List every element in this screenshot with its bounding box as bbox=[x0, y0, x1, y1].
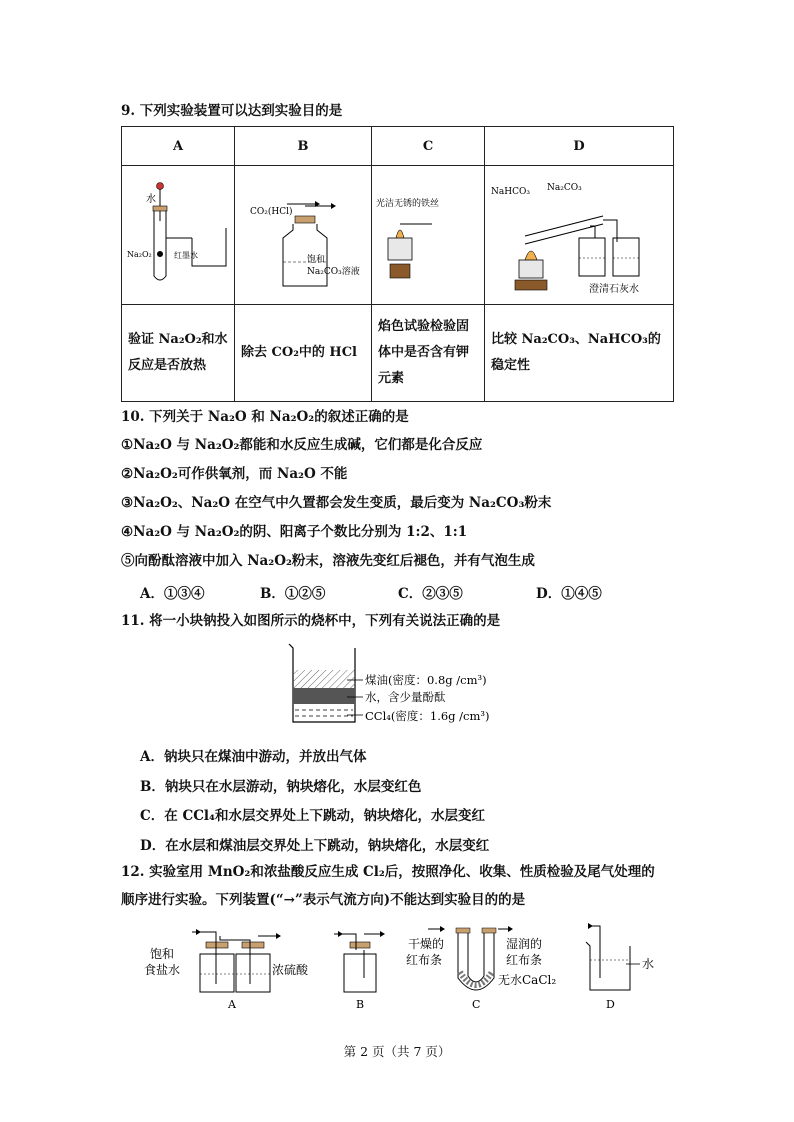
q9-header-c: C bbox=[372, 127, 485, 166]
label-ink: 红墨水 bbox=[174, 251, 198, 260]
q9-figure-d bbox=[485, 166, 674, 305]
q9-figure-c bbox=[372, 166, 485, 305]
label-water: 水 bbox=[146, 194, 156, 205]
u-tube bbox=[192, 228, 226, 266]
apparatus-a-svg bbox=[122, 166, 235, 300]
label-dry: 干燥的 bbox=[408, 937, 445, 951]
label-dry-cloth: 红布条 bbox=[406, 953, 443, 967]
burner-body bbox=[519, 260, 543, 278]
label-limewater: 澄清石灰水 bbox=[589, 284, 639, 295]
label-conc-sulfuric: 浓硫酸 bbox=[272, 963, 309, 977]
apparatus-d-svg bbox=[485, 166, 674, 300]
label-wet-cloth: 红布条 bbox=[506, 953, 543, 967]
caption-b: B bbox=[356, 998, 365, 1010]
q10-option-a[interactable]: A．①③④ bbox=[140, 586, 205, 602]
caption-a: A bbox=[228, 998, 236, 1010]
apparatus-c-svg bbox=[372, 166, 485, 300]
label-cacl2: 无水CaCl₂ bbox=[498, 973, 557, 987]
burner-flame bbox=[525, 251, 537, 260]
q12-apparatus-figure bbox=[120, 918, 680, 1010]
lamp-body bbox=[388, 238, 412, 260]
flame bbox=[396, 230, 404, 238]
q9-header-d: D bbox=[485, 127, 674, 166]
q12-apparatus-a bbox=[192, 929, 281, 992]
page-footer: 第 2 页（共 7 页） bbox=[343, 1044, 451, 1059]
q11-beaker-figure bbox=[285, 640, 515, 730]
q11-stem: 11. 将一小块钠投入如图所示的烧杯中，下列有关说法正确的是 bbox=[121, 613, 501, 629]
lamp-base bbox=[390, 264, 410, 278]
test-tube bbox=[154, 211, 166, 280]
q9-table bbox=[121, 126, 674, 402]
q10-statement-1: ①Na₂O 与 Na₂O₂都能和水反应生成碱，它们都是化合反应 bbox=[121, 437, 483, 453]
label-ccl4: CCl₄(密度：1.6g /cm³) bbox=[365, 709, 490, 723]
label-na2co3-solution: Na₂CO₃溶液 bbox=[307, 267, 360, 277]
q10-option-b[interactable]: B．①②⑤ bbox=[260, 586, 326, 602]
beaker-1 bbox=[579, 238, 605, 276]
label-nahco3: NaHCO₃ bbox=[491, 187, 530, 197]
na2o2-solid bbox=[157, 251, 163, 257]
stopper bbox=[153, 206, 167, 211]
q9-header-a: A bbox=[122, 127, 235, 166]
q12-stem-line2: 顺序进行实验。下列装置(“→”表示气流方向)不能达到实验目的的是 bbox=[121, 892, 526, 908]
q9-purpose-b: 除去 CO₂中的 HCl bbox=[235, 305, 372, 402]
q10-option-d[interactable]: D．①④⑤ bbox=[536, 586, 602, 602]
q9-stem: 9. 下列实验装置可以达到实验目的是 bbox=[121, 103, 343, 119]
label-saturated: 饱和 bbox=[150, 947, 175, 961]
apparatus-b-svg bbox=[235, 166, 372, 300]
label-iron-wire: 光洁无锈的铁丝 bbox=[376, 199, 440, 209]
label-wet: 湿润的 bbox=[506, 937, 543, 951]
q10-statement-3: ③Na₂O₂、Na₂O 在空气中久置都会发生变质，最后变为 Na₂CO₃粉末 bbox=[121, 495, 552, 511]
q11-choice-c[interactable]: C．在 CCl₄和水层交界处上下跳动，钠块熔化，水层变红 bbox=[140, 808, 485, 824]
arrow-head-out bbox=[331, 203, 336, 209]
delivery-tube-2 bbox=[590, 226, 595, 238]
q10-option-c[interactable]: C．②③⑤ bbox=[398, 586, 463, 602]
q11-choice-a[interactable]: A．钠块只在煤油中游动，并放出气体 bbox=[140, 749, 367, 765]
dropper-bulb bbox=[157, 183, 164, 190]
q9-figure-a bbox=[122, 166, 235, 305]
kerosene-layer bbox=[293, 670, 355, 688]
q12-apparatus-b bbox=[334, 931, 385, 992]
label-kerosene: 煤油(密度：0.8g /cm³) bbox=[365, 673, 487, 687]
label-co2-hcl: CO₂(HCl) bbox=[250, 207, 293, 217]
q10-statement-2: ②Na₂O₂可作供氧剂，而 Na₂O 不能 bbox=[121, 466, 348, 482]
label-water-phenolphthalein: 水，含少量酚酞 bbox=[365, 690, 446, 704]
burner-base bbox=[515, 280, 547, 290]
q9-header-b: B bbox=[235, 127, 372, 166]
label-water: 水 bbox=[642, 957, 655, 971]
q10-stem: 10. 下列关于 Na₂O 和 Na₂O₂的叙述正确的是 bbox=[121, 409, 409, 425]
label-saturated: 饱和 bbox=[307, 255, 326, 265]
beaker-2 bbox=[613, 238, 639, 276]
label-brine: 食盐水 bbox=[144, 963, 181, 977]
ccl4-layer bbox=[295, 710, 353, 716]
label-na2co3: Na₂CO₃ bbox=[547, 183, 582, 193]
q10-statement-5: ⑤向酚酞溶液中加入 Na₂O₂粉末，溶液先变红后褪色，并有气泡生成 bbox=[121, 553, 535, 569]
q12-apparatus-d bbox=[586, 923, 640, 990]
bottle-stopper bbox=[295, 216, 315, 223]
q9-purpose-d: 比较 Na₂CO₃、NaHCO₃的稳定性 bbox=[485, 305, 674, 402]
q9-purpose-c: 焰色试验检验固体中是否含有钾元素 bbox=[372, 305, 485, 402]
caption-c: C bbox=[472, 998, 481, 1010]
q9-purpose-a: 验证 Na₂O₂和水反应是否放热 bbox=[122, 305, 235, 402]
label-na2o2: Na₂O₂ bbox=[127, 250, 152, 259]
q11-choice-b[interactable]: B．钠块只在水层游动，钠块熔化，水层变红色 bbox=[140, 779, 422, 795]
inner-tube bbox=[525, 224, 603, 244]
caption-d: D bbox=[606, 998, 615, 1010]
q10-statement-4: ④Na₂O 与 Na₂O₂的阴、阳离子个数比分别为 1:2、1:1 bbox=[121, 524, 468, 540]
q11-choice-d[interactable]: D．在水层和煤油层交界处上下跳动，钠块熔化，水层变红 bbox=[140, 838, 490, 854]
q12-stem-line1: 12. 实验室用 MnO₂和浓盐酸反应生成 Cl₂后，按照净化、收集、性质检验及尾气处理的 bbox=[121, 864, 655, 880]
q9-figure-b bbox=[235, 166, 372, 305]
water-layer bbox=[293, 688, 355, 704]
